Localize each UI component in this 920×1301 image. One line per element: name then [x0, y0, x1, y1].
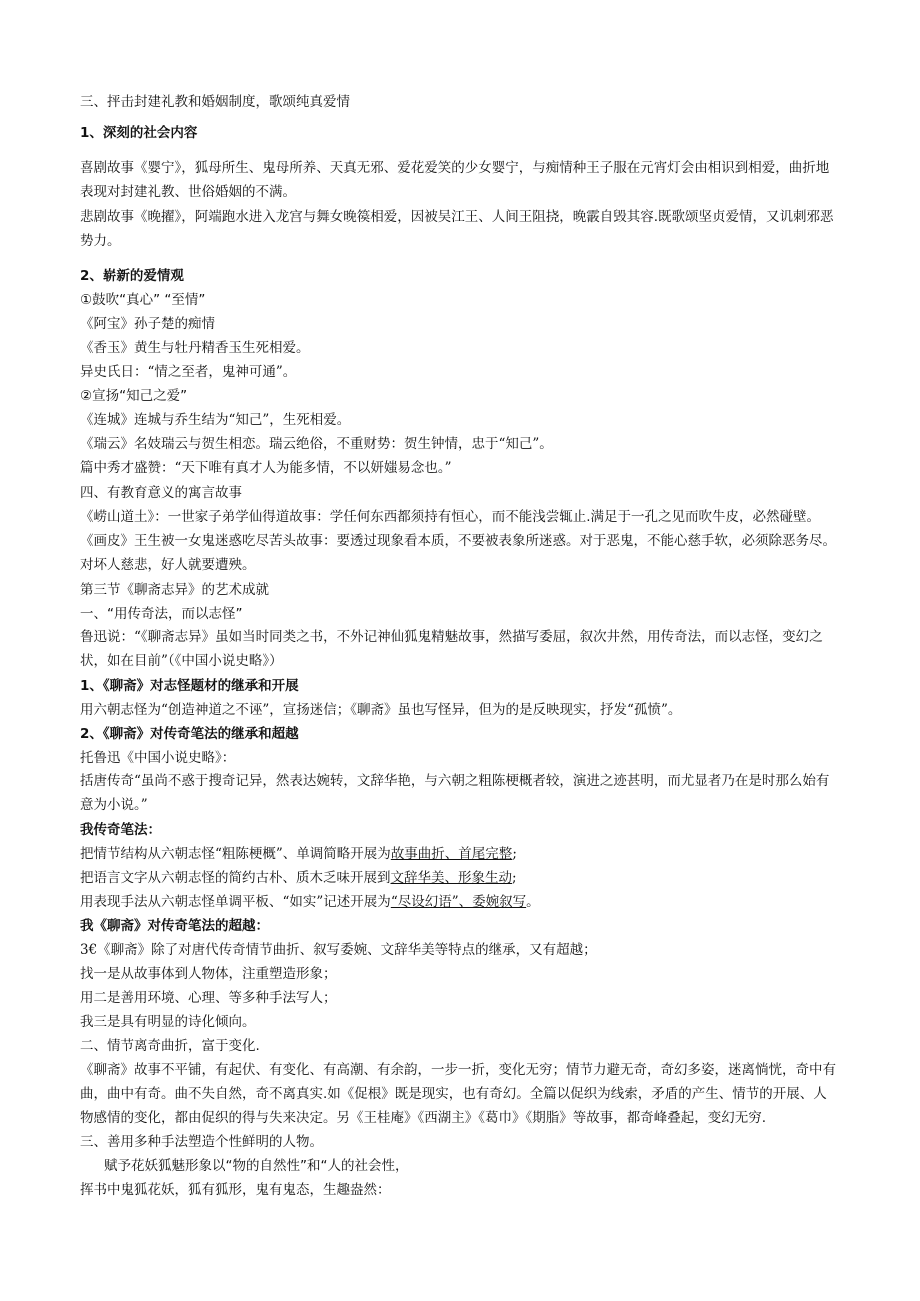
paragraph-qingjie-liqi: 《聊斋》故事不平铺，有起伏、有变化、有高潮、有余韵，一步一折，变化无穷；情节力避无奇，奇幻多姿，迷离惝恍，奇中有曲，曲中有奇。曲不失自然，奇不离真实.如《促根》既是现实，也有奇幻。全篇以促织为线索，矛盾的产生、情节的开展、人物感情的变化，都由促织的得与失来决定。另《王桂庵》《西湖主》《葛巾》《期脂》等故事，都奇峰叠起，变幻无穷.: [80, 1062, 836, 1126]
underlined-phrase: 故事曲折、首尾完整: [390, 846, 513, 862]
heading-part-1: 一、“用传奇法，而以志怪”: [80, 606, 243, 622]
text-line-yishishi: 异史氏日：“情之至者，鬼神可通”。: [80, 364, 297, 380]
subheading-2: 2、崭新的爱情观: [80, 268, 184, 284]
text-line-xiangyu: 《香玉》黄生与牡丹精香玉生死相爱。: [80, 340, 310, 356]
text-line-liancheng: 《连城》连城与乔生结为“知己”，生死相爱。: [80, 412, 351, 428]
subheading-wo-chuanqi: 我传奇笔法：: [80, 822, 161, 838]
text-line-fuyu: 赋予花妖狐魅形象以“物的自然性”和“人的社会性，: [104, 1158, 409, 1174]
text-line-guihu: 挥书中鬼狐花妖，狐有狐形，鬼有鬼态，生趣盎然：: [80, 1182, 391, 1198]
paragraph-tang-chuanqi: 括唐传奇“虽尚不惑于搜奇记异，然表达婉转，文辞华艳，与六朝之粗陈梗概者较，演进之迹甚明，而尤显者乃在是时那么始有意为小说。”: [80, 773, 830, 813]
text-segment: ;: [512, 846, 517, 862]
text-line-yuyan: [80, 870, 840, 887]
underlined-phrase: “尽设幻语”、委婉叙写: [390, 894, 527, 910]
text-line-xiucai: 篇中秀才盛赞：“天下唯有真才人为能多情，不以妍媸易念也。”: [80, 460, 452, 476]
heading-part-2: 二、情节离奇曲折，富于变化.: [80, 1038, 260, 1054]
text-segment: 。: [526, 894, 540, 910]
text-line-point-1: 找一是从故事体到人物体，注重塑造形象；: [80, 966, 337, 982]
text-segment: ;: [512, 870, 517, 886]
text-segment: 把语言文字从六朝志怪的简约古朴、质木乏味开展到: [80, 870, 391, 886]
text-segment: 把情节结构从六朝志怪“粗陈梗概”、单调简略开展为: [80, 846, 391, 862]
paragraph-huapi: 《画皮》王生被一女鬼迷惑吃尽苦头故事：要透过现象看本质，不要被表象所迷惑。对于恶鬼，不能心慈手软，必须除恶务尽。对坏人慈悲，好人就要遭殃。: [80, 533, 836, 573]
text-line-point-3: 我三是具有明显的诗化倾向。: [80, 1014, 256, 1030]
text-line-liuchao: 用六朝志怪为“创造神道之不诬”，宣扬迷信；《聊斋》虽也写怪异，但为的是反映现实，抒发“孤愤”。: [80, 702, 682, 718]
heading-section-4: 四、有教育意义的寓言故事: [80, 485, 242, 501]
subheading-chaoyue: 我《聊斋》对传奇笔法的超越：: [80, 918, 269, 934]
list-item-zhiji: ②宣扬“知己之爱”: [80, 388, 188, 404]
paragraph-luxun-quote: 鲁迅说：“《聊斋志异》虽如当时同类之书，不外记神仙狐鬼精魅故事，然描写委屈，叙次井然，用传奇法，而以志怪，变幻之状，如在目前”（《中国小说史略》）: [80, 629, 823, 669]
text-line-ruiyun: 《瑞云》名妓瑞云与贺生相恋。瑞云绝俗，不重财势：贺生钟情，忠于“知己”。: [80, 436, 553, 452]
paragraph-wanzhuo: 悲剧故事《晚擢》，阿端跑水进入龙宫与舞女晚篌相爱，因被吴江王、人间王阻挠，晚霰自毁其容.既歌颂坚贞爱情，又讥刺邪恶势力。: [80, 209, 834, 249]
subheading-chuanqi: 2、《聊斋》对传奇笔法的继承和超越: [80, 726, 299, 742]
heading-chapter-3: 第三节《聊斋志异》的艺术成就: [80, 582, 269, 598]
text-line-point-2: 用二是善用环境、心理、等多种手法写人；: [80, 990, 337, 1006]
subheading-1: 1、深刻的社会内容: [80, 125, 198, 141]
paragraph-laoshan: 《崂山道土》：一世家子弟学仙得道故事：学任何东西都须持有恒心，而不能浅尝辄止.满足于一孔之见而吹牛皮，必然碰壁。: [80, 509, 821, 525]
underlined-phrase: 文辞华美、形象生动: [390, 870, 512, 886]
text-line-jicheng: 3€《聊斋》除了对唐代传奇情节曲折、叙写委婉、文辞华美等特点的继承，又有超越；: [80, 942, 597, 958]
text-segment: 用表现手法从六朝志怪单调平板、“如实”记述开展为: [80, 894, 391, 910]
list-item-zhenxin: ①鼓吹“真心” “至情”: [80, 292, 206, 308]
heading-part-3: 三、善用多种手法塑造个性鲜明的人物。: [80, 1134, 323, 1150]
paragraph-yingning: 喜剧故事《婴宁》，狐母所生、鬼母所养、天真无邪、爱花爱笑的少女婴宁，与痴情种王子服在元宵灯会由相识到相爱，曲折地表现对封建礼教、世俗婚姻的不满。: [80, 160, 830, 200]
text-line-tuo-luxun: 托鲁迅《中国小说史略》：: [80, 750, 236, 766]
text-line-qingjie: [80, 846, 840, 863]
subheading-zhiguai: 1、《聊斋》对志怪题材的继承和开展: [80, 678, 299, 694]
heading-section-3: 三、抨击封建礼教和婚姻制度，歌颂纯真爱情: [80, 94, 350, 110]
text-line-biaoxian: [80, 894, 840, 911]
text-line-abao: 《阿宝》孙子楚的痴情: [80, 316, 215, 332]
